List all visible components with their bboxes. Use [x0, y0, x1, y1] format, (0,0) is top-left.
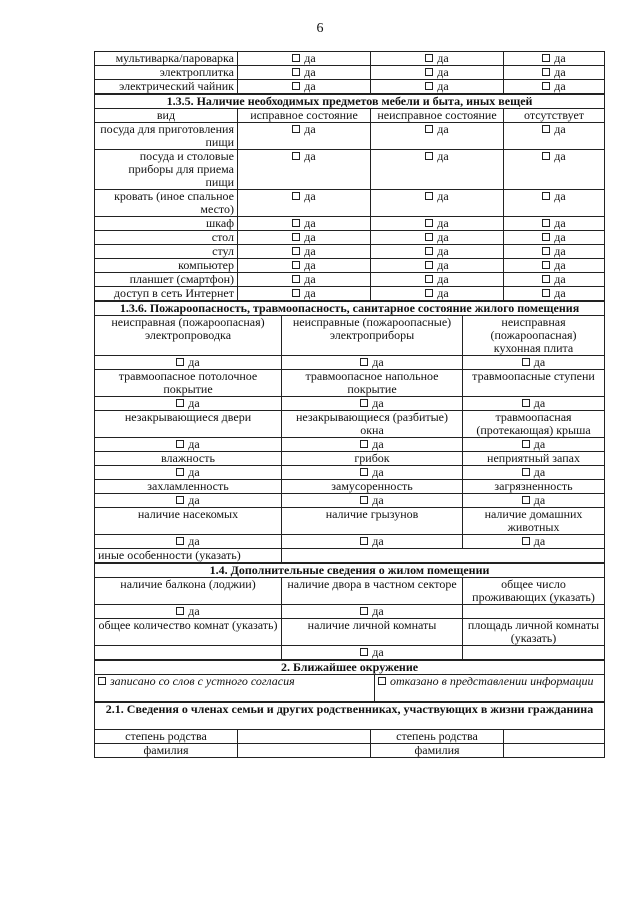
checkbox-icon[interactable]	[542, 247, 550, 255]
section-title: 1.3.6. Пожароопасность, травмоопасность, санитарное состояние жилого помещения	[95, 302, 605, 316]
checkbox-icon[interactable]	[542, 275, 550, 283]
checkbox-cell[interactable]: да	[371, 52, 504, 66]
checkbox-cell[interactable]: да	[371, 287, 504, 301]
column-header: неисправное состояние	[371, 109, 504, 123]
table-row	[95, 466, 605, 480]
row-label: электроплитка	[95, 66, 238, 80]
checkbox-icon[interactable]	[425, 219, 433, 227]
checkbox-icon[interactable]	[522, 399, 530, 407]
checkbox-cell[interactable]: да	[504, 66, 605, 80]
table-row	[95, 123, 605, 150]
column-header: вид	[95, 109, 238, 123]
additional-info-table	[94, 563, 605, 660]
table-row	[95, 217, 605, 231]
checkbox-cell[interactable]: да	[504, 231, 605, 245]
checkbox-cell[interactable]: да	[463, 438, 605, 452]
checkbox-icon[interactable]	[98, 677, 106, 685]
table-row	[95, 578, 605, 605]
checkbox-icon[interactable]	[542, 125, 550, 133]
checkbox-cell[interactable]: да	[371, 231, 504, 245]
hazard-label: загрязненность	[463, 480, 605, 494]
hazard-label: неисправная (пожароопасная) электропроводка	[95, 316, 282, 356]
section-title: 1.4. Дополнительные сведения о жилом помещении	[95, 564, 605, 578]
row-label: электрический чайник	[95, 80, 238, 94]
checkbox-icon[interactable]	[360, 537, 368, 545]
checkbox-icon[interactable]	[176, 440, 184, 448]
checkbox-icon[interactable]	[292, 152, 300, 160]
checkbox-cell[interactable]: да	[504, 273, 605, 287]
table-row	[95, 730, 605, 744]
checkbox-icon[interactable]	[360, 607, 368, 615]
other-features-label: иные особенности (указать)	[95, 549, 282, 563]
checkbox-cell[interactable]: да	[504, 287, 605, 301]
checkbox-icon[interactable]	[292, 247, 300, 255]
table-row	[95, 150, 605, 190]
checkbox-cell[interactable]: да	[238, 245, 371, 259]
checkbox-icon[interactable]	[176, 537, 184, 545]
checkbox-icon[interactable]	[522, 358, 530, 366]
row-label: посуда и столовые приборы для приема пищи	[95, 150, 238, 190]
checkbox-cell[interactable]: да	[463, 535, 605, 549]
surname-field[interactable]	[238, 744, 371, 758]
table-row	[95, 480, 605, 494]
table-row	[95, 316, 605, 356]
field-label: наличие двора в частном секторе	[282, 578, 463, 605]
checkbox-cell[interactable]: да	[95, 535, 282, 549]
checkbox-icon[interactable]	[360, 468, 368, 476]
checkbox-icon[interactable]	[425, 233, 433, 241]
hazard-label: наличие грызунов	[282, 508, 463, 535]
checkbox-icon[interactable]	[378, 677, 386, 685]
checkbox-icon[interactable]	[522, 537, 530, 545]
table-row	[95, 494, 605, 508]
checkbox-icon[interactable]	[360, 399, 368, 407]
checkbox-icon[interactable]	[292, 54, 300, 62]
checkbox-cell[interactable]: да	[238, 217, 371, 231]
section-title: 1.3.5. Наличие необходимых предметов мебели и быта, иных вещей	[95, 95, 605, 109]
field-label: общее количество комнат (указать)	[95, 619, 282, 646]
table-row	[95, 370, 605, 397]
checkbox-cell[interactable]: да	[282, 438, 463, 452]
table-row	[95, 605, 605, 619]
checkbox-cell[interactable]: да	[371, 273, 504, 287]
checkbox-icon[interactable]	[176, 358, 184, 366]
checkbox-cell[interactable]: да	[282, 466, 463, 480]
checkbox-cell[interactable]: да	[282, 646, 463, 660]
checkbox-cell[interactable]: да	[504, 217, 605, 231]
checkbox-icon[interactable]	[542, 152, 550, 160]
checkbox-icon[interactable]	[292, 233, 300, 241]
checkbox-icon[interactable]	[542, 82, 550, 90]
checkbox-cell[interactable]: да	[238, 123, 371, 150]
checkbox-cell[interactable]: да	[95, 466, 282, 480]
table-row	[95, 744, 605, 758]
surname-label: фамилия	[95, 744, 238, 758]
checkbox-icon[interactable]	[292, 219, 300, 227]
hazard-label: влажность	[95, 452, 282, 466]
checkbox-icon[interactable]	[425, 82, 433, 90]
checkbox-cell[interactable]: да	[282, 605, 463, 619]
checkbox-cell[interactable]: да	[371, 190, 504, 217]
checkbox-icon[interactable]	[176, 399, 184, 407]
table-row	[95, 619, 605, 646]
row-label: посуда для приготовления пищи	[95, 123, 238, 150]
form	[94, 51, 604, 758]
checkbox-icon[interactable]	[522, 440, 530, 448]
section-header	[95, 95, 605, 109]
checkbox-cell[interactable]: да	[463, 466, 605, 480]
table-row	[95, 52, 605, 66]
hazards-table	[94, 301, 605, 563]
checkbox-icon[interactable]	[425, 289, 433, 297]
relation-label: степень родства	[95, 730, 238, 744]
checkbox-cell[interactable]: да	[282, 535, 463, 549]
table-header-row	[95, 109, 605, 123]
checkbox-cell[interactable]: да	[504, 190, 605, 217]
checkbox-icon[interactable]	[542, 68, 550, 76]
checkbox-icon[interactable]	[425, 68, 433, 76]
checkbox-cell[interactable]: да	[282, 397, 463, 411]
hazard-label: травмоопасные ступени	[463, 370, 605, 397]
hazard-label: незакрывающиеся (разбитые) окна	[282, 411, 463, 438]
checkbox-cell[interactable]: да	[238, 287, 371, 301]
checkbox-icon[interactable]	[360, 440, 368, 448]
checkbox-cell[interactable]: да	[238, 66, 371, 80]
checkbox-cell[interactable]: да	[463, 494, 605, 508]
relation-label: степень родства	[371, 730, 504, 744]
checkbox-icon[interactable]	[176, 496, 184, 504]
consent-option[interactable]: записано со слов с устного согласия	[95, 675, 375, 702]
hazard-label: травмоопасное потолочное покрытие	[95, 370, 282, 397]
section-header	[95, 564, 605, 578]
checkbox-cell[interactable]: да	[371, 123, 504, 150]
checkbox-cell[interactable]: да	[504, 80, 605, 94]
checkbox-cell[interactable]: да	[238, 231, 371, 245]
row-label: доступ в сеть Интернет	[95, 287, 238, 301]
table-row	[95, 259, 605, 273]
checkbox-icon[interactable]	[425, 54, 433, 62]
table-row	[95, 397, 605, 411]
checkbox-icon[interactable]	[542, 192, 550, 200]
relatives-table	[94, 702, 605, 758]
hazard-label: неприятный запах	[463, 452, 605, 466]
row-label: шкаф	[95, 217, 238, 231]
checkbox-icon[interactable]	[522, 496, 530, 504]
checkbox-icon[interactable]	[542, 289, 550, 297]
field-label: наличие балкона (лоджии)	[95, 578, 282, 605]
table-row	[95, 356, 605, 370]
surname-label: фамилия	[371, 744, 504, 758]
checkbox-icon[interactable]	[522, 468, 530, 476]
checkbox-cell[interactable]: да	[371, 217, 504, 231]
row-label: мультиварка/пароварка	[95, 52, 238, 66]
table-row	[95, 675, 605, 702]
checkbox-cell[interactable]: да	[95, 494, 282, 508]
checkbox-cell[interactable]: да	[504, 123, 605, 150]
hazard-label: незакрывающиеся двери	[95, 411, 282, 438]
table-row	[95, 231, 605, 245]
table-row	[95, 411, 605, 438]
table-row	[95, 535, 605, 549]
checkbox-cell[interactable]: да	[282, 356, 463, 370]
field-label: площадь личной комнаты (указать)	[463, 619, 605, 646]
checkbox-icon[interactable]	[425, 247, 433, 255]
hazard-label: замусоренность	[282, 480, 463, 494]
checkbox-icon[interactable]	[292, 125, 300, 133]
table-row	[95, 66, 605, 80]
row-label: кровать (иное спальное место)	[95, 190, 238, 217]
checkbox-cell[interactable]: да	[504, 52, 605, 66]
row-label: планшет (смартфон)	[95, 273, 238, 287]
checkbox-cell[interactable]: да	[238, 80, 371, 94]
surname-field[interactable]	[504, 744, 605, 758]
hazard-label: грибок	[282, 452, 463, 466]
environment-table	[94, 660, 605, 702]
checkbox-icon[interactable]	[360, 648, 368, 656]
checkbox-icon[interactable]	[292, 192, 300, 200]
checkbox-icon[interactable]	[425, 192, 433, 200]
checkbox-icon[interactable]	[542, 233, 550, 241]
page-number: 6	[316, 21, 324, 36]
relation-field[interactable]	[238, 730, 371, 744]
checkbox-cell[interactable]: да	[238, 190, 371, 217]
room-area-field[interactable]	[463, 646, 605, 660]
checkbox-cell[interactable]: да	[95, 438, 282, 452]
checkbox-icon[interactable]	[292, 68, 300, 76]
checkbox-icon[interactable]	[292, 261, 300, 269]
checkbox-icon[interactable]	[542, 54, 550, 62]
table-row	[95, 508, 605, 535]
checkbox-icon[interactable]	[292, 275, 300, 283]
section-header	[95, 661, 605, 675]
table-row	[95, 549, 605, 563]
row-label: стул	[95, 245, 238, 259]
table-row	[95, 438, 605, 452]
section-title: 2. Ближайшее окружение	[95, 661, 605, 675]
checkbox-icon[interactable]	[360, 496, 368, 504]
checkbox-cell[interactable]: да	[238, 52, 371, 66]
hazard-label: неисправные (пожароопасные) электроприборы	[282, 316, 463, 356]
table-row	[95, 646, 605, 660]
checkbox-icon[interactable]	[292, 82, 300, 90]
checkbox-icon[interactable]	[425, 152, 433, 160]
checkbox-cell[interactable]: да	[463, 356, 605, 370]
other-features-field[interactable]	[282, 549, 605, 563]
checkbox-cell[interactable]: да	[463, 397, 605, 411]
hazard-label: неисправная (пожароопасная) кухонная плита	[463, 316, 605, 356]
field-label: наличие личной комнаты	[282, 619, 463, 646]
room-count-field[interactable]	[95, 646, 282, 660]
section-header	[95, 703, 605, 730]
checkbox-cell[interactable]: да	[238, 273, 371, 287]
table-row	[95, 273, 605, 287]
checkbox-icon[interactable]	[176, 607, 184, 615]
column-header: отсутствует	[504, 109, 605, 123]
checkbox-icon[interactable]	[176, 468, 184, 476]
checkbox-cell[interactable]: да	[504, 150, 605, 190]
checkbox-cell[interactable]: да	[95, 605, 282, 619]
row-label: компьютер	[95, 259, 238, 273]
checkbox-cell[interactable]: да	[371, 80, 504, 94]
hazard-label: травмоопасное напольное покрытие	[282, 370, 463, 397]
checkbox-cell[interactable]: да	[504, 259, 605, 273]
section-title: 2.1. Сведения о членах семьи и других родственниках, участвующих в жизни гражданина	[95, 703, 605, 730]
field-label: общее число проживающих (указать)	[463, 578, 605, 605]
checkbox-icon[interactable]	[425, 125, 433, 133]
checkbox-cell[interactable]: да	[371, 66, 504, 80]
appliances-table	[94, 51, 605, 94]
table-row	[95, 80, 605, 94]
row-label: стол	[95, 231, 238, 245]
checkbox-cell[interactable]: да	[238, 259, 371, 273]
hazard-label: наличие домашних животных	[463, 508, 605, 535]
checkbox-cell[interactable]: да	[282, 494, 463, 508]
hazard-label: наличие насекомых	[95, 508, 282, 535]
relation-field[interactable]	[504, 730, 605, 744]
furniture-table	[94, 94, 605, 301]
checkbox-icon[interactable]	[360, 358, 368, 366]
table-row	[95, 245, 605, 259]
checkbox-cell[interactable]: да	[95, 397, 282, 411]
checkbox-cell[interactable]: да	[371, 259, 504, 273]
checkbox-cell[interactable]: да	[238, 150, 371, 190]
checkbox-icon[interactable]	[542, 219, 550, 227]
hazard-label: травмоопасная (протекающая) крыша	[463, 411, 605, 438]
checkbox-icon[interactable]	[425, 275, 433, 283]
checkbox-icon[interactable]	[542, 261, 550, 269]
hazard-label: захламленность	[95, 480, 282, 494]
checkbox-icon[interactable]	[292, 289, 300, 297]
table-row	[95, 190, 605, 217]
checkbox-cell[interactable]: да	[95, 356, 282, 370]
section-header	[95, 302, 605, 316]
refusal-option[interactable]: отказано в представлении информации	[375, 675, 605, 702]
column-header: исправное состояние	[238, 109, 371, 123]
checkbox-cell[interactable]: да	[371, 245, 504, 259]
residents-count-field[interactable]	[463, 605, 605, 619]
checkbox-cell[interactable]: да	[504, 245, 605, 259]
checkbox-cell[interactable]: да	[371, 150, 504, 190]
table-row	[95, 452, 605, 466]
checkbox-icon[interactable]	[425, 261, 433, 269]
table-row	[95, 287, 605, 301]
